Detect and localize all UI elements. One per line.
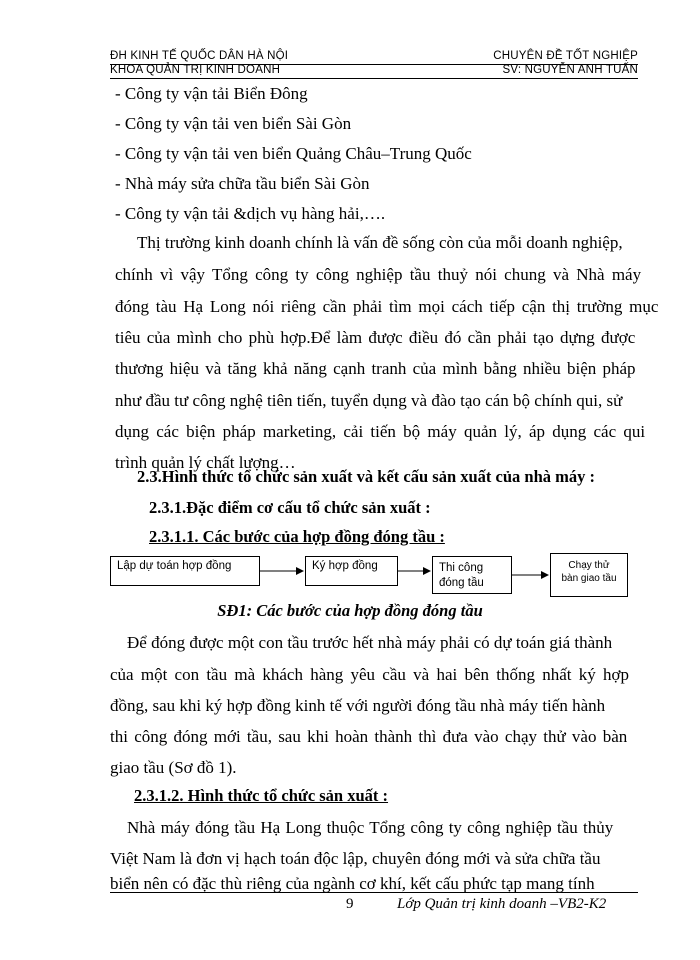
step-label: Lập dự toán hợp đồng: [117, 560, 232, 572]
paragraph-line: thi công đóng mới tầu, sau khi hoàn thành thì đưa vào chạy thử vào bàn: [110, 727, 628, 746]
paragraph-line: dụng các biện pháp marketing, cải tiến bộ máy quản lý, áp dụng các qui: [115, 422, 646, 441]
list-item: - Nhà máy sửa chữa tầu biển Sài Gòn: [115, 174, 370, 193]
paragraph-line: thương hiệu và tăng khả năng cạnh tranh của mình bằng nhiều biện pháp: [115, 359, 636, 378]
heading-2-3: 2.3.Hình thức tổ chức sản xuất và kết cấu sản xuất của nhà máy :: [137, 467, 596, 486]
footer-divider: [110, 892, 638, 893]
list-item: - Công ty vận tải &dịch vụ hàng hải,….: [115, 204, 386, 223]
page-number: 9: [346, 896, 354, 912]
paragraph-line: chính vì vậy Tổng công ty công nghiệp tầu thuỷ nói chung và Nhà máy: [115, 265, 642, 284]
paragraph-line: đóng tàu Hạ Long nói riêng cần phải tìm mọi cách tiếp cận thị trường mục: [115, 297, 659, 316]
step-label-line2: đóng tầu: [439, 577, 484, 589]
step-label-line1: Chạy thử: [568, 560, 610, 571]
list-item: - Công ty vận tải ven biển Quảng Châu–Trung Quốc: [115, 144, 472, 163]
paragraph-line: biển nên có đặc thù riêng của ngành cơ khí, kết cấu phức tạp mang tính: [110, 874, 595, 893]
paragraph-line: tiêu của mình cho phù hợp.Để làm được điều đó cần phải tạo dựng được: [115, 328, 636, 347]
header-school: ĐH KINH TẾ QUỐC DÂN HÀ NỘI: [110, 50, 289, 62]
paragraph-line: của một con tầu mà khách hàng yêu cầu và hai bên thống nhất ký hợp: [110, 665, 629, 684]
heading-2-3-1-1: 2.3.1.1. Các bước của hợp đồng đóng tầu :: [149, 527, 445, 546]
diagram-caption: SĐ1: Các bước của hợp đồng đóng tầu: [217, 601, 483, 620]
heading-2-3-1-2: 2.3.1.2. Hình thức tổ chức sản xuất :: [134, 786, 389, 805]
header-student: SV: NGUYỄN ANH TUẤN: [502, 64, 638, 76]
paragraph-line: Để đóng được một con tầu trước hết nhà máy phải có dự toán giá thành: [127, 633, 613, 652]
paragraph-line: Thị trường kinh doanh chính là vấn đề sống còn của mỗi doanh nghiệp,: [137, 233, 623, 252]
header-faculty: KHOA QUẢN TRỊ KINH DOANH: [110, 64, 281, 76]
paragraph-line: Việt Nam là đơn vị hạch toán độc lập, chuyên đóng mới và sửa chữa tầu: [110, 849, 601, 868]
paragraph-line: Nhà máy đóng tầu Hạ Long thuộc Tổng công ty công nghiệp tầu thủy: [127, 818, 614, 837]
list-item: - Công ty vận tải Biển Đông: [115, 84, 308, 103]
header-doc-type: CHUYÊN ĐỀ TỐT NGHIỆP: [493, 50, 638, 62]
paragraph-line: trình quản lý chất lượng…: [115, 453, 296, 472]
paragraph-line: đồng, sau khi ký hợp đồng kinh tế với người đóng tầu nhà máy tiến hành: [110, 696, 606, 715]
step-label: Ký hợp đồng: [312, 560, 378, 572]
footer-class-name: Lớp Quản trị kinh doanh –VB2-K2: [397, 896, 607, 912]
list-item: - Công ty vận tải ven biển Sài Gòn: [115, 114, 352, 133]
step-label-line2: bàn giao tầu: [561, 573, 617, 584]
step-label-line1: Thi công: [439, 562, 484, 574]
heading-2-3-1: 2.3.1.Đặc điểm cơ cấu tổ chức sản xuất :: [149, 498, 431, 517]
paragraph-line: giao tầu (Sơ đồ 1).: [110, 758, 237, 777]
paragraph-line: như đầu tư công nghệ tiên tiến, tuyển dụng và đào tạo cán bộ chính qui, sử: [115, 391, 623, 410]
